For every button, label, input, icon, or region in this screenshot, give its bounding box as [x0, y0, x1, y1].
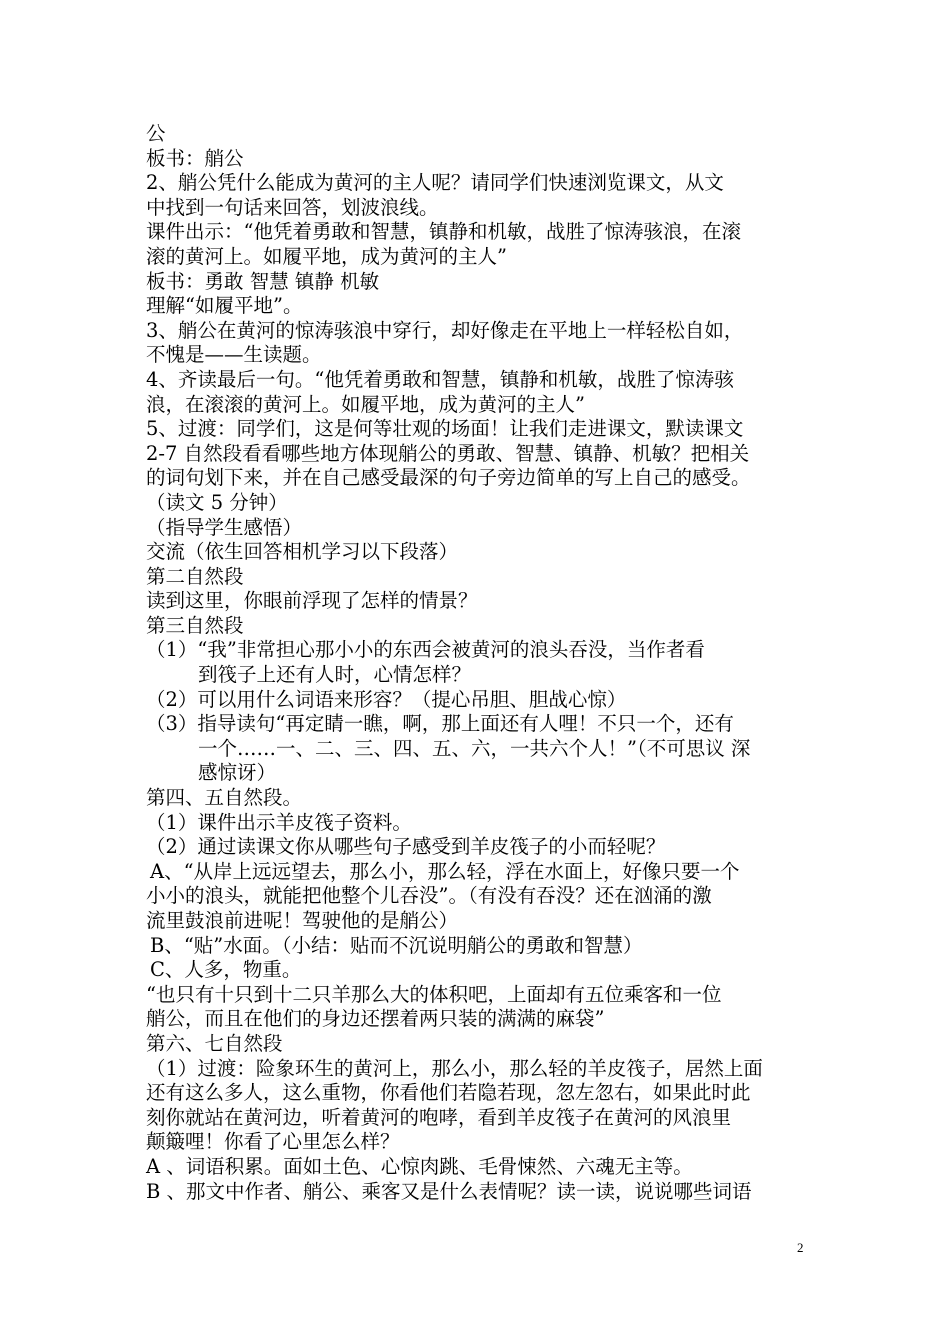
text-line: 第二自然段 [146, 564, 244, 588]
text-line: 第四、五自然段。 [146, 786, 303, 810]
text-line: 颠簸哩！你看了心里怎么样？ [146, 1130, 400, 1154]
text-line: （2）可以用什么词语来形容？（提心吊胆、胆战心惊） [146, 687, 627, 711]
document-body [146, 122, 814, 1204]
text-line: 板书：勇敢 智慧 镇静 机敏 [146, 269, 380, 293]
text-line: 第六、七自然段 [146, 1031, 283, 1055]
text-line: A 、词语积累。面如土色、心惊肉跳、毛骨悚然、六魂无主等。 [146, 1154, 693, 1178]
text-line: 理解“如履平地”。 [146, 294, 303, 318]
text-line: 3、艄公在黄河的惊涛骇浪中穿行，却好像走在平地上一样轻松自如， [146, 318, 744, 342]
text-line: （1）“我”非常担心那小小的东西会被黄河的浪头吞没，当作者看 [146, 638, 705, 662]
text-line: 交流（依生回答相机学习以下段落） [146, 540, 459, 564]
text-line: 不愧是——生读题。 [146, 343, 322, 367]
text-line: 一个……一、二、三、四、五、六，一共六个人！”（不可思议 深 [198, 736, 751, 760]
text-line: 中找到一句话来回答，划波浪线。 [146, 195, 439, 219]
text-line: 到筏子上还有人时，心情怎样？ [198, 663, 472, 687]
text-line: 2-7 自然段看看哪些地方体现艄公的勇敢、智慧、镇静、机敏？把相关 [146, 441, 750, 465]
page-number: 2 [797, 1240, 804, 1255]
text-line: （1）课件出示羊皮筏子资料。 [146, 810, 412, 834]
text-line: 读到这里，你眼前浮现了怎样的情景？ [146, 589, 478, 613]
text-line: 刻你就站在黄河边，听着黄河的咆哮，看到羊皮筏子在黄河的风浪里 [146, 1105, 732, 1129]
text-line: （2）通过读课文你从哪些句子感受到羊皮筏子的小而轻呢？ [146, 835, 666, 859]
text-line: （读文 5 分钟） [146, 490, 288, 514]
text-line: 公 [146, 122, 166, 145]
text-line: （1）过渡：险象环生的黄河上，那么小，那么轻的羊皮筏子，居然上面 [146, 1056, 763, 1080]
text-line: B 、那文中作者、艄公、乘客又是什么表情呢？读一读，说说哪些词语 [146, 1179, 752, 1203]
text-line: 艄公，而且在他们的身边还摆着两只装的满满的麻袋” [146, 1007, 605, 1031]
text-line: 的词句划下来，并在自己感受最深的句子旁边简单的写上自己的感受。 [146, 466, 751, 490]
text-line: （3）指导读句“再定睛一瞧，啊，那上面还有人哩！不只一个，还有 [146, 712, 734, 736]
text-line: （指导学生感悟） [146, 515, 303, 539]
text-line: 滚的黄河上。如履平地，成为黄河的主人” [146, 244, 507, 268]
text-line: 板书：艄公 [146, 146, 244, 170]
text-line: 2、艄公凭什么能成为黄河的主人呢？请同学们快速浏览课文，从文 [146, 171, 724, 195]
text-line: 课件出示：“他凭着勇敢和智慧，镇静和机敏，战胜了惊涛骇浪，在滚 [146, 220, 741, 244]
text-line: B、“贴”水面。（小结：贴而不沉说明艄公的勇敢和智慧） [150, 933, 643, 957]
text-line: 感惊讶） [198, 761, 277, 785]
text-line: A、“从岸上远远望去，那么小，那么轻，浮在水面上，好像只要一个 [150, 859, 740, 883]
text-line: 流里鼓浪前进呢！驾驶他的是艄公） [146, 909, 459, 932]
text-line: C、人多，物重。 [150, 958, 302, 982]
text-line: 5、过渡：同学们，这是何等壮观的场面！让我们走进课文，默读课文 [146, 417, 744, 441]
text-line: 第三自然段 [146, 613, 244, 637]
text-line: 浪，在滚滚的黄河上。如履平地，成为黄河的主人” [146, 392, 585, 416]
text-line: 还有这么多人，这么重物，你看他们若隐若现，忽左忽右，如果此时此 [146, 1081, 751, 1105]
text-line: 4、齐读最后一句。“他凭着勇敢和智慧，镇静和机敏，战胜了惊涛骇 [146, 367, 734, 391]
text-line: “也只有十只到十二只羊那么大的体积吧，上面却有五位乘客和一位 [146, 982, 722, 1006]
text-line: 小小的浪头，就能把他整个儿吞没”。（有没有吞没？还在汹涌的激 [146, 884, 712, 908]
